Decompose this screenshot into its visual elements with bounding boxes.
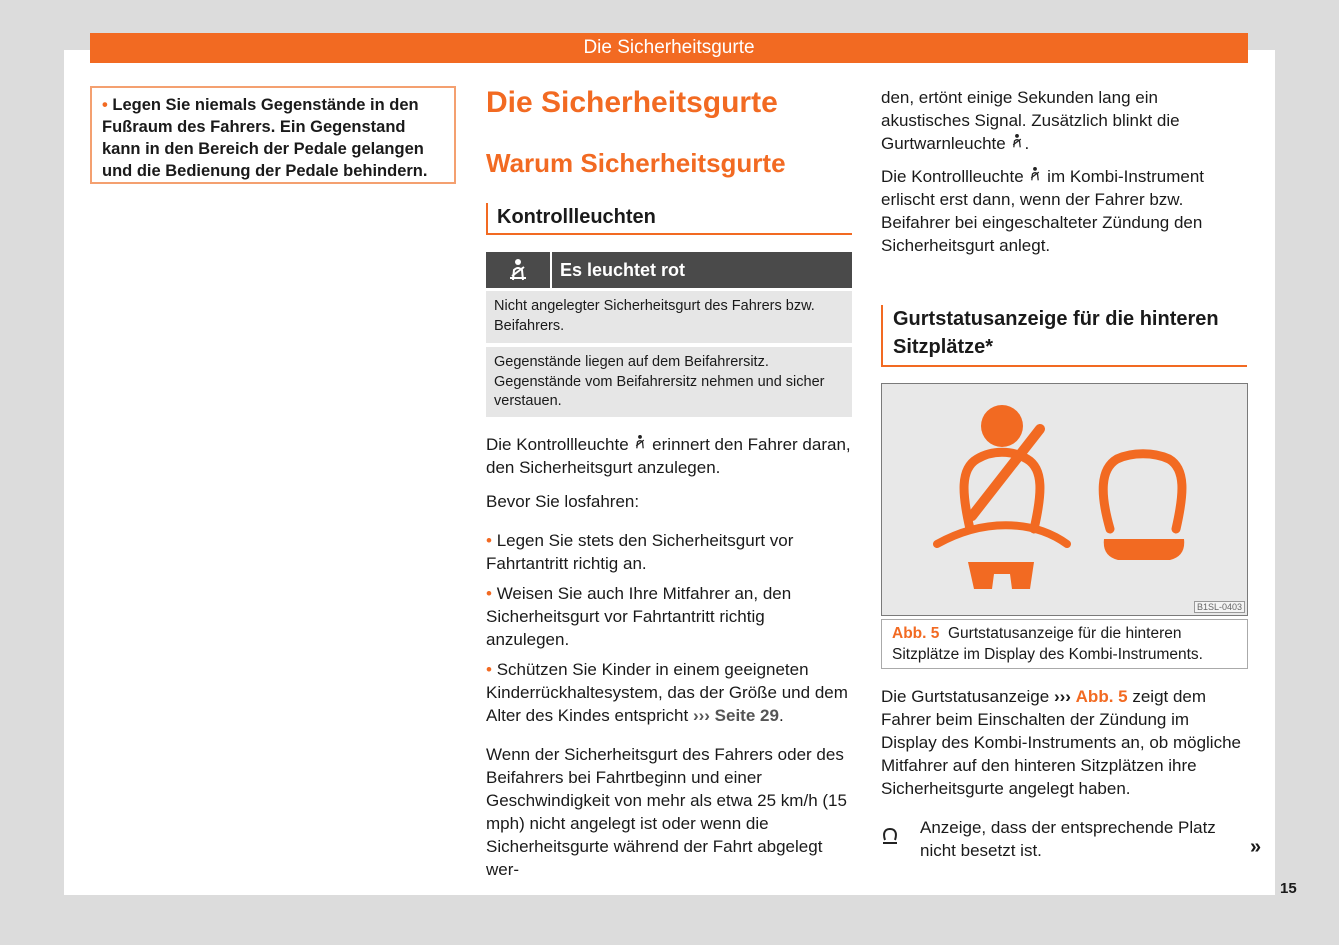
figure-reference-link[interactable]: Abb. 5 [1075,687,1128,706]
table-row: Nicht angelegter Sicherheitsgurt des Fahrers bzw. Beifahrers. [486,291,852,343]
continue-arrow: » [1250,836,1262,858]
right-para2-start: Die Kontrollleuchte [881,167,1024,186]
ref-arrows: ››› [1053,687,1071,706]
paragraph-gurtstatusanzeige [881,685,1247,800]
warning-bullet: • [102,96,108,114]
paragraph-kontrollleuchte [486,433,852,479]
caption-label: Abb. 5 [892,625,940,642]
right-para1: den, ertönt einige Sekunden lang ein akustisches Signal. Zusätzlich blinkt die Gurtwarnleuchte [881,88,1180,153]
seatbelt-warning-icon [486,252,552,288]
page-number: 15 [1280,880,1297,897]
list-item: • Weisen Sie auch Ihre Mitfahrer an, den Sicherheitsgurt vor Fahrtantritt richtig anzulegen. [486,584,792,649]
seatbelt-inline-icon [633,434,647,450]
section-heading-gurtstatus: Gurtstatusanzeige für die hinteren Sitzplätze* [881,305,1247,367]
section-heading-kontrollleuchten: Kontrollleuchten [486,203,852,235]
figure-caption [881,619,1248,669]
right-para3-end: zeigt dem Fahrer beim Einschalten der Zündung im Display des Kombi-Instruments an, ob mögliche Mitfahrer auf den hinteren Sitzplätzen ihre Sicherheitsgurte angelegt haben. [881,687,1241,798]
indicator-table-header [486,252,852,288]
person-head-icon [981,405,1023,447]
table-row: Gegenstände liegen auf dem Beifahrersitz. Gegenstände vom Beifahrersitz nehmen und sicher verstauen. [486,347,852,417]
paragraph-bevor: Bevor Sie losfahren: [486,492,640,511]
empty-seat-icon [1103,454,1182,529]
legend-text: Anzeige, dass der entsprechende Platz nicht besetzt ist. [920,818,1216,860]
list-item: • Schützen Sie Kinder in einem geeigneten Kinderrückhaltesystem, das der Größe und dem Alter des Kindes entspricht ››› Seite 29. [486,660,848,725]
page-title: Die Sicherheitsgurte [486,86,778,119]
figure-gurtstatus [881,383,1248,616]
lap-belt-icon [937,525,1067,544]
list-item-text: Legen Sie stets den Sicherheitsgurt vor Fahrtantritt richtig an. [486,531,794,573]
seat-status-illustration [882,384,1247,615]
seatbelt-inline-icon [1028,166,1042,182]
list-item-text: Schützen Sie Kinder in einem geeigneten Kinderrückhaltesystem, das der Größe und dem Alter des Kindes entspricht [486,660,848,725]
empty-seat-cushion-icon [1104,539,1184,560]
warning-text: Legen Sie niemals Gegenstände in den Fußraum des Fahrers. Ein Gegenstand kann in den Bereich der Pedale gelangen und die Bedienung der Pedale behindern. [102,96,428,180]
indicator-table-label: Es leuchtet rot [560,260,686,280]
caption-text: Gurtstatusanzeige für die hinteren Sitzplätze im Display des Kombi-Instruments. [892,625,1203,663]
right-para2-end: im Kombi-Instrument erlischt erst dann, wenn der Fahrer bzw. Beifahrer bei eingeschalteter Zündung den Sicherheitsgurt anlegt. [881,167,1204,255]
right-para3-start: Die Gurtstatusanzeige [881,687,1050,706]
page-reference-link[interactable]: ››› Seite 29 [692,706,779,725]
seat-cushion-icon [968,562,1034,589]
empty-seat-legend-icon [882,826,900,848]
para1-start: Die Kontrollleuchte [486,435,629,454]
subtitle: Warum Sicherheitsgurte [486,148,786,178]
page-header: Die Sicherheitsgurte [90,33,1248,63]
paragraph-geschwindigkeit: Wenn der Sicherheitsgurt des Fahrers oder des Beifahrers bei Fahrtbeginn und einer Geschwindigkeit von mehr als etwa 25 km/h (15 mph) nicht angelegt ist oder wenn die Sicherheitsgurte während der Fahrt abgelegt wer- [486,745,847,879]
paragraph-erlischt [881,165,1247,257]
para1-end: erinnert den Fahrer daran, den Sicherheitsgurt anzulegen. [486,435,851,477]
list-item: • Legen Sie stets den Sicherheitsgurt vor Fahrtantritt richtig an. [486,531,794,573]
warning-box [90,86,456,184]
figure-id: B1SL-0403 [1194,601,1245,613]
seatbelt-inline-icon [1010,133,1024,149]
list-item-text: Weisen Sie auch Ihre Mitfahrer an, den Sicherheitsgurt vor Fahrtantritt richtig anzulegen. [486,584,792,649]
paragraph-signal: den, ertönt einige Sekunden lang ein akustisches Signal. Zusätzlich blinkt die Gurtwarnleuchte . [881,88,1180,153]
